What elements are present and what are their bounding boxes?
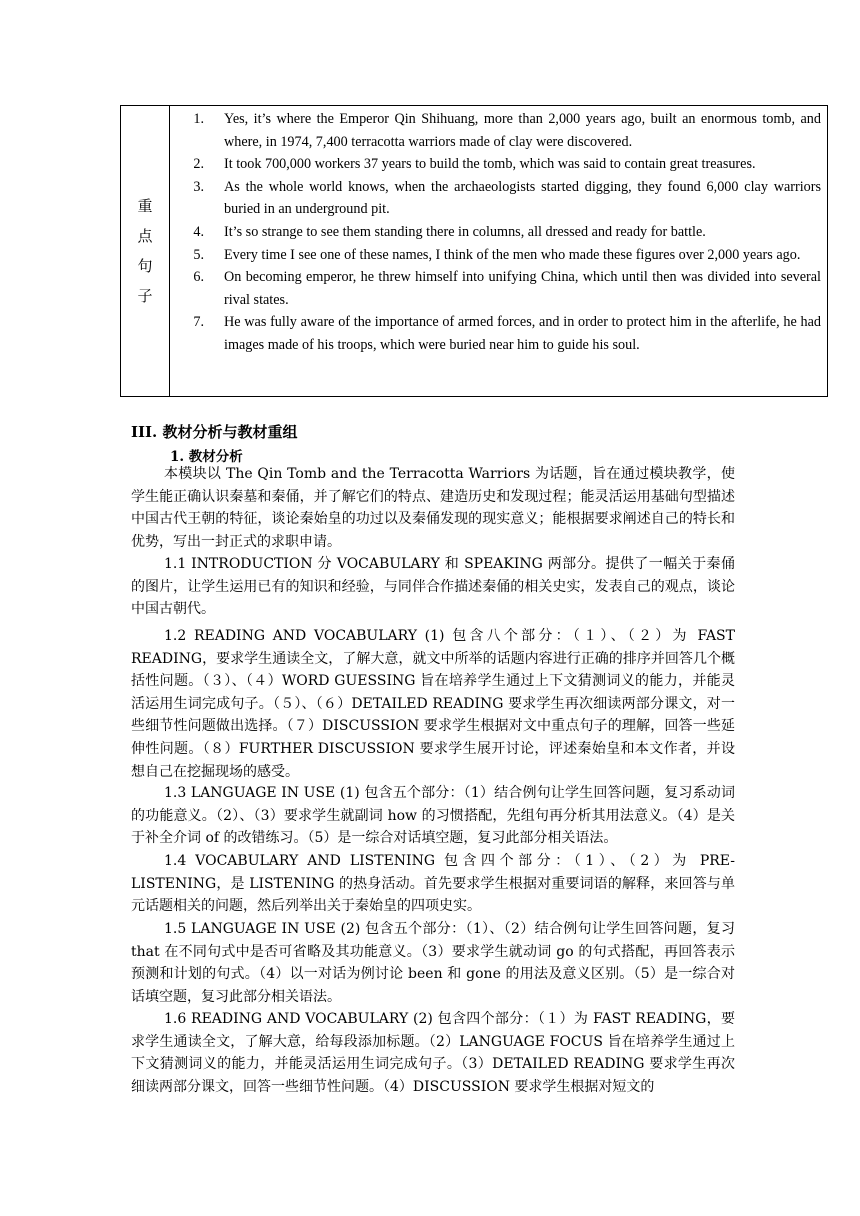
item-number: 5. xyxy=(193,246,204,263)
item-text: Yes, it’s where the Emperor Qin Shihuang, more than 2,000 years ago, built an enormous tomb, and where, in 1974, 7,400 terracotta warriors made of clay were discovered. xyxy=(224,111,821,150)
paragraph: 1.2 READING AND VOCABULARY (1) 包含八个部分：（１）、（２）为 FAST READING，要求学生通读全文，了解大意，就文中所举的话题内容进行正确的排序并回答几个概括性问题。（３）、（４）WORD GUESSING 旨在培养学生通过上下文猜测词义的能力，并能灵活运用生词完成句子。（５）、（６）DETAILED READING 要求学生再次细读两部分课文，对一些细节性问题做出选择。（７）DISCUSSION 要求学生根据对文中重点句子的理解，回答一些延伸性问题。（８）FURTHER DISCUSSION 要求学生展开讨论，评述秦始皇和本文作者，并设想自己在挖掘现场的感受。 xyxy=(131,628,735,780)
label-char: 点 xyxy=(137,227,153,245)
item-number: 2. xyxy=(193,156,204,173)
item-text: As the whole world knows, when the archaeologists started digging, they found 6,000 clay warriors buried in an underground pit. xyxy=(224,178,821,218)
paragraph: 本模块以 The Qin Tomb and the Terracotta Warriors 为话题，旨在通过模块教学，使学生能正确认识秦墓和秦俑，并了解它们的特点、建造历史和发现过程；能灵活运用基础句型描述中国古代王朝的特征，谈论秦始皇的功过以及秦俑发现的现实意义；能根据要求阐述自己的特长和优势，写出一封正式的求职申请。 xyxy=(131,466,735,550)
label-char: 重 xyxy=(137,197,153,215)
key-sentences-table xyxy=(120,105,828,397)
list-item xyxy=(170,244,827,267)
paragraph: 1.4 VOCABULARY AND LISTENING 包含四个部分：（1）、（2）为 PRE-LISTENING，是 LISTENING 的热身活动。首先要求学生根据对重要词语的解释，来回答与单元话题相关的问题，然后列举出关于秦始皇的四项史实。 xyxy=(131,853,735,915)
paragraph: 1.5 LANGUAGE IN USE (2) 包含五个部分：（1）、（2）结合例句让学生回答问题，复习 that 在不同句式中是否可省略及其功能意义。（3）要求学生就动词 go 的句式搭配，再回答表示预测和计划的句式。（4）以一对话为例讨论 been 和 gone 的用法及意义区别。（5）是一综合对话填空题，复习此部分相关语法。 xyxy=(131,921,735,1005)
item-text: He was fully aware of the importance of armed forces, and in order to protect him in the afterlife, he had images made of his troops, which were buried near him to guide his soul. xyxy=(224,314,821,353)
item-number: 1. xyxy=(193,111,204,127)
paragraph: 1.1 INTRODUCTION 分 VOCABULARY 和 SPEAKING 两部分。提供了一幅关于秦俑的图片，让学生运用已有的知识和经验，与同伴合作描述秦俑的相关史实，发表自己的观点，谈论中国古朝代。 xyxy=(131,556,735,618)
item-number: 3. xyxy=(193,178,204,195)
list-item xyxy=(170,176,827,221)
item-text: It took 700,000 workers 37 years to build the tomb, which was said to contain great treasures. xyxy=(224,156,756,173)
item-number: 7. xyxy=(193,314,204,331)
sentence-list xyxy=(170,106,827,396)
item-number: 4. xyxy=(193,223,204,240)
list-item xyxy=(170,221,827,244)
section-heading: III. 教材分析与教材重组 xyxy=(131,423,298,441)
list-item xyxy=(170,311,827,356)
item-text: Every time I see one of these names, I think of the men who made these figures over 2,000 years ago. xyxy=(224,246,801,263)
item-text: It’s so strange to see them standing there in columns, all dressed and ready for battle. xyxy=(224,223,706,240)
label-char: 子 xyxy=(137,287,153,305)
paragraph: 1.6 READING AND VOCABULARY (2) 包含四个部分：（１）为 FAST READING，要求学生通读全文，了解大意，给每段添加标题。（2）LANGUAGE FOCUS 旨在培养学生通过上下文猜测词义的能力，并能灵活运用生词完成句子。（3）DETAILED READING 要求学生再次细读两部分课文，回答一些细节性问题。（4）DISCUSSION 要求学生根据对短文的 xyxy=(131,1011,735,1095)
label-char: 句 xyxy=(137,257,153,275)
paragraph: 1.3 LANGUAGE IN USE (1) 包含五个部分：（1）结合例句让学生回答问题，复习系动词的功能意义。（2）、（3）要求学生就副词 how 的习惯搭配，先组句再分析其用法意义。（4）是关于补全介词 of 的改错练习。（5）是一综合对话填空题，复习此部分相关语法。 xyxy=(131,785,735,847)
item-text: On becoming emperor, he threw himself into unifying China, which until then was divided into several rival states. xyxy=(224,269,821,308)
item-number: 6. xyxy=(193,269,204,286)
list-item xyxy=(170,153,827,176)
list-item xyxy=(170,108,827,153)
list-item xyxy=(170,266,827,311)
table-label-cell xyxy=(121,106,170,396)
subsection-heading: 1. 教材分析 xyxy=(170,449,243,465)
